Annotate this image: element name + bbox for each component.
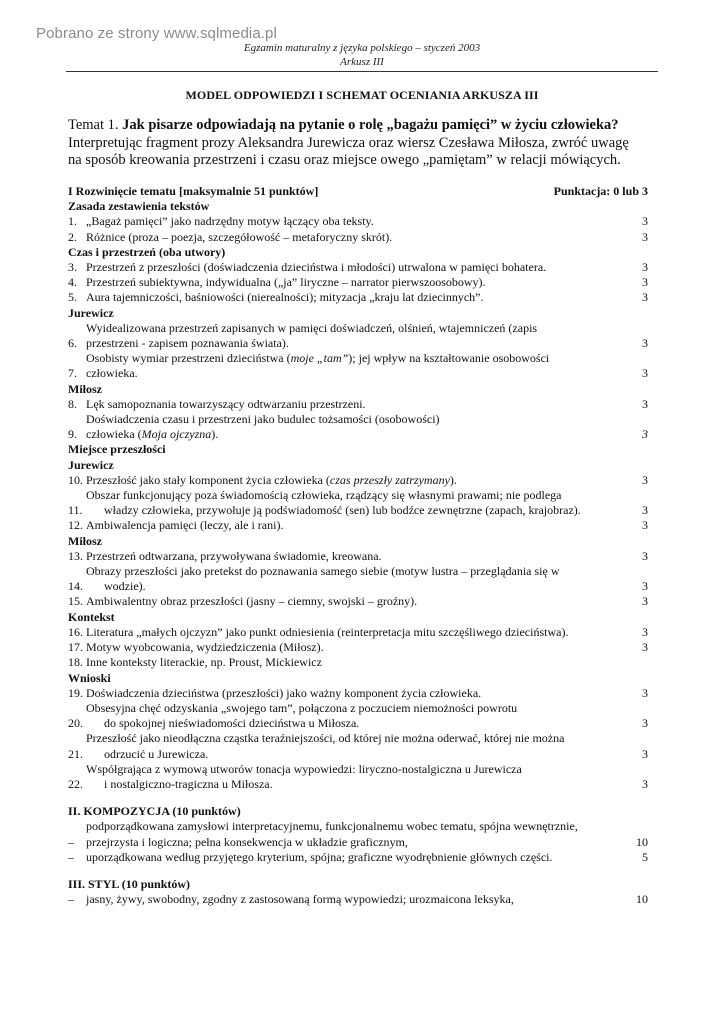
group-heading: Jurewicz [68, 305, 114, 320]
criterion-item [68, 850, 648, 865]
item-number: 8. [68, 396, 77, 411]
group-heading: Wnioski [68, 670, 111, 685]
item-text [86, 731, 624, 761]
item-text-line1: podporządkowana zamysłowi interpretacyjnemu, funkcjonalnemu wobec tematu, spójna wewnętrznie, [86, 819, 578, 834]
criterion-item [68, 819, 648, 849]
section-3-title: III. STYL (10 punktów) [68, 876, 191, 891]
criterion-item [68, 321, 648, 351]
group-heading: Miłosz [68, 533, 102, 548]
item-text-italic: moje „tam” [290, 351, 349, 366]
item-points: 3 [642, 427, 648, 442]
item-number: 10. [68, 472, 83, 487]
item-number: 20. [68, 716, 83, 731]
item-number: 17. [68, 640, 83, 655]
item-points: 3 [642, 290, 648, 305]
topic-line1 [68, 117, 660, 135]
item-number: 4. [68, 275, 77, 290]
criterion-item [68, 892, 648, 907]
item-text-line2: człowieka. [86, 366, 138, 381]
bullet-dash: – [68, 892, 74, 907]
exam-header-line2: Arkusz III [340, 55, 384, 68]
item-number: 3. [68, 260, 77, 275]
item-text-line1: Obsesyjna chęć odzyskania „swojego tam”, połączona z poczuciem niemożności powrotu [86, 700, 518, 715]
item-points: 3 [642, 776, 648, 791]
scoring-content [68, 184, 648, 907]
item-text-line2: wodzie). [104, 579, 146, 594]
item-points: 3 [642, 214, 648, 229]
item-points: 3 [642, 624, 648, 639]
subgroup-heading: Jurewicz [68, 457, 114, 472]
item-points: 3 [642, 229, 648, 244]
spacer [68, 792, 648, 804]
topic-label: Temat 1. [68, 117, 119, 133]
item-text [86, 351, 624, 381]
item-text-b: ). [211, 427, 219, 442]
item-points: 3 [642, 503, 648, 518]
item-number: 2. [68, 229, 77, 244]
item-number: 13. [68, 548, 83, 563]
spacer [68, 865, 648, 877]
item-text: Ambiwalencja pamięci (leczy, ale i rani). [86, 518, 284, 533]
section-2-title: II. KOMPOZYCJA (10 punktów) [68, 804, 241, 819]
item-text: Różnice (proza – poezja, szczegółowość – metaforyczny skrót). [86, 229, 393, 244]
item-text: Inne konteksty literackie, np. Proust, Mickiewicz [86, 655, 322, 670]
topic-question: Jak pisarze odpowiadają na pytanie o rolę „bagażu pamięci” w życiu człowieka? [122, 117, 619, 133]
item-number: 16. [68, 624, 83, 639]
topic-block [68, 117, 660, 170]
item-text-line2: i nostalgiczno-tragiczna u Miłosza. [104, 776, 273, 791]
criterion-item [68, 518, 648, 533]
criterion-item [68, 214, 648, 229]
bullet-dash: – [68, 834, 74, 849]
group-heading: Czas i przestrzeń (oba utwory) [68, 244, 226, 259]
item-text-a: Przeszłość jako stały komponent życia człowieka ( [86, 472, 330, 487]
page-title: MODEL ODPOWIEDZI I SCHEMAT OCENIANIA ARKUSZA III [185, 88, 539, 102]
criterion-item [68, 290, 648, 305]
item-text-line2: władzy człowieka, przywołuje ją podświadomość (sen) lub bodźce zewnętrzne (zapach, krajobraz). [104, 503, 581, 518]
item-text-a: Osobisty wymiar przestrzeni dzieciństwa ( [86, 351, 291, 366]
criterion-item [68, 230, 648, 245]
exam-header-line1: Egzamin maturalny z języka polskiego – styczeń 2003 [243, 42, 481, 54]
section-1-heading [68, 184, 648, 199]
section-1-title: I Rozwinięcie tematu [maksymalnie 51 punktów] [68, 184, 319, 198]
item-points: 3 [642, 472, 648, 487]
item-points: 3 [642, 746, 648, 761]
item-text-b: ); jej wpływ na kształtowanie osobowości [348, 351, 550, 366]
item-number: 11. [68, 503, 83, 518]
criterion-item [68, 275, 648, 290]
item-text-italic: czas przeszły zatrzymany [329, 472, 450, 487]
item-text [86, 488, 624, 518]
item-points: 3 [642, 640, 648, 655]
criterion-item [68, 762, 648, 792]
item-number: 19. [68, 685, 83, 700]
item-text: Doświadczenia dzieciństwa (przeszłości) jako ważny komponent życia człowieka. [86, 685, 482, 700]
criterion-item [68, 260, 648, 275]
item-text-line1: Obszar funkcjonujący poza świadomością człowieka, rządzący się własnymi prawami; nie podlega [86, 488, 562, 503]
exam-header [0, 42, 724, 69]
criterion-item [68, 686, 648, 701]
item-text-line2: odrzucić u Jurewicza. [104, 746, 209, 761]
item-text-b: ). [449, 472, 457, 487]
criterion-item [68, 731, 648, 761]
item-text [86, 321, 624, 351]
item-text-line1: Wyidealizowana przestrzeń zapisanych w pamięci doświadczeń, olśnień, wtajemniczeń (zapis [86, 320, 538, 335]
bullet-dash: – [68, 849, 74, 864]
topic-line2: Interpretując fragment prozy Aleksandra Jurewicza oraz wiersz Czesława Miłosza, zwróć uwagę [68, 134, 629, 151]
criterion-item [68, 397, 648, 412]
item-text [86, 762, 624, 792]
item-points: 3 [642, 579, 648, 594]
item-number: 1. [68, 214, 77, 229]
criterion-item [68, 655, 648, 670]
item-text-line1: Przeszłość jako nieodłączna cząstka teraźniejszości, od której nie można oderwać, której nie można [86, 731, 565, 746]
criterion-item [68, 594, 648, 609]
criterion-item [68, 351, 648, 381]
section-1-scoring: Punktacja: 0 lub 3 [553, 184, 648, 198]
item-text [86, 701, 624, 731]
watermark: Pobrano ze strony www.sqlmedia.pl [36, 25, 277, 42]
item-text: jasny, żywy, swobodny, zgodny z zastosowaną formą wypowiedzi; urozmaicona leksyka, [86, 892, 514, 907]
item-number: 6. [68, 336, 77, 351]
item-number: 18. [68, 655, 83, 670]
group-heading: Miłosz [68, 381, 102, 396]
item-text-italic: Moja ojczyzna [141, 427, 212, 442]
item-text-a: człowieka ( [86, 427, 142, 442]
criterion-item [68, 625, 648, 640]
criterion-item [68, 473, 648, 488]
criterion-item [68, 640, 648, 655]
item-number: 7. [68, 366, 77, 381]
item-text: Lęk samopoznania towarzyszący odtwarzaniu przestrzeni. [86, 396, 366, 411]
item-number: 9. [68, 427, 77, 442]
item-number: 21. [68, 746, 83, 761]
item-text: Przestrzeń subiektywna, indywidualna („ja” liryczne – narrator pierwszoosobowy). [86, 275, 486, 290]
topic-line3: na sposób kreowania przestrzeni i czasu oraz miejsce owego „pamiętam” w relacji mówiących. [68, 152, 621, 168]
item-number: 14. [68, 579, 83, 594]
item-points: 3 [642, 366, 648, 381]
item-text: Ambiwalentny obraz przeszłości (jasny – ciemny, swojski – groźny). [86, 594, 418, 609]
criterion-item [68, 549, 648, 564]
item-number: 22. [68, 776, 83, 791]
item-number: 15. [68, 594, 83, 609]
item-points: 3 [642, 594, 648, 609]
item-text [86, 564, 624, 594]
item-text: „Bagaż pamięci” jako nadrzędny motyw łączący oba teksty. [86, 214, 374, 229]
item-text-line1: Obrazy przeszłości jako pretekst do poznawania samego siebie (motyw lustra – przeglądania się w [86, 564, 560, 579]
item-points: 3 [642, 716, 648, 731]
group-heading: Zasada zestawienia tekstów [68, 199, 210, 214]
item-points: 3 [642, 518, 648, 533]
criterion-item [68, 488, 648, 518]
item-points: 3 [642, 685, 648, 700]
item-points: 10 [636, 892, 648, 907]
item-points: 5 [642, 849, 648, 864]
item-text: Przestrzeń z przeszłości (doświadczenia dzieciństwa i młodości) utrwalona w pamięci bohatera. [86, 260, 547, 275]
item-text-line2: do spokojnej nieświadomości dzieciństwa u Miłosza. [104, 716, 360, 731]
group-heading: Kontekst [68, 609, 115, 624]
item-points: 3 [642, 548, 648, 563]
item-text: Literatura „małych ojczyzn” jako punkt odniesienia (reinterpretacja mitu szczęśliwego dzieciństwa). [86, 624, 569, 639]
item-points: 3 [642, 275, 648, 290]
item-number: 5. [68, 290, 77, 305]
criterion-item [68, 564, 648, 594]
item-text [86, 412, 624, 442]
item-number: 12. [68, 518, 83, 533]
item-points: 3 [642, 260, 648, 275]
item-text-line2: przestrzeni - zapisem poznawania świata). [86, 336, 289, 351]
criterion-item [68, 412, 648, 442]
item-text: Aura tajemniczości, baśniowości (nierealności); mityzacja „kraju lat dziecinnych”. [86, 290, 484, 305]
item-text: uporządkowana według przyjętego kryterium, spójna; graficzne wyodrębnienie głównych części. [86, 849, 553, 864]
item-text [86, 473, 624, 488]
header-divider [66, 71, 658, 72]
item-points: 10 [636, 834, 648, 849]
item-text: Motyw wyobcowania, wydziedziczenia (Miłosz). [86, 640, 324, 655]
item-text [86, 819, 624, 849]
criterion-item [68, 701, 648, 731]
item-text-line1: Współgrająca z wymową utworów tonacja wypowiedzi: liryczno-nostalgiczna u Jurewicza [86, 761, 522, 776]
item-points: 3 [642, 396, 648, 411]
item-text-line1: Doświadczenia czasu i przestrzeni jako budulec tożsamości (osobowości) [86, 412, 440, 427]
item-text-line2: przejrzysta i logiczna; pełna konsekwencja w układzie graficznym, [86, 834, 408, 849]
item-text: Przestrzeń odtwarzana, przywoływana świadomie, kreowana. [86, 548, 382, 563]
group-heading: Miejsce przeszłości [68, 442, 166, 457]
item-points: 3 [642, 336, 648, 351]
